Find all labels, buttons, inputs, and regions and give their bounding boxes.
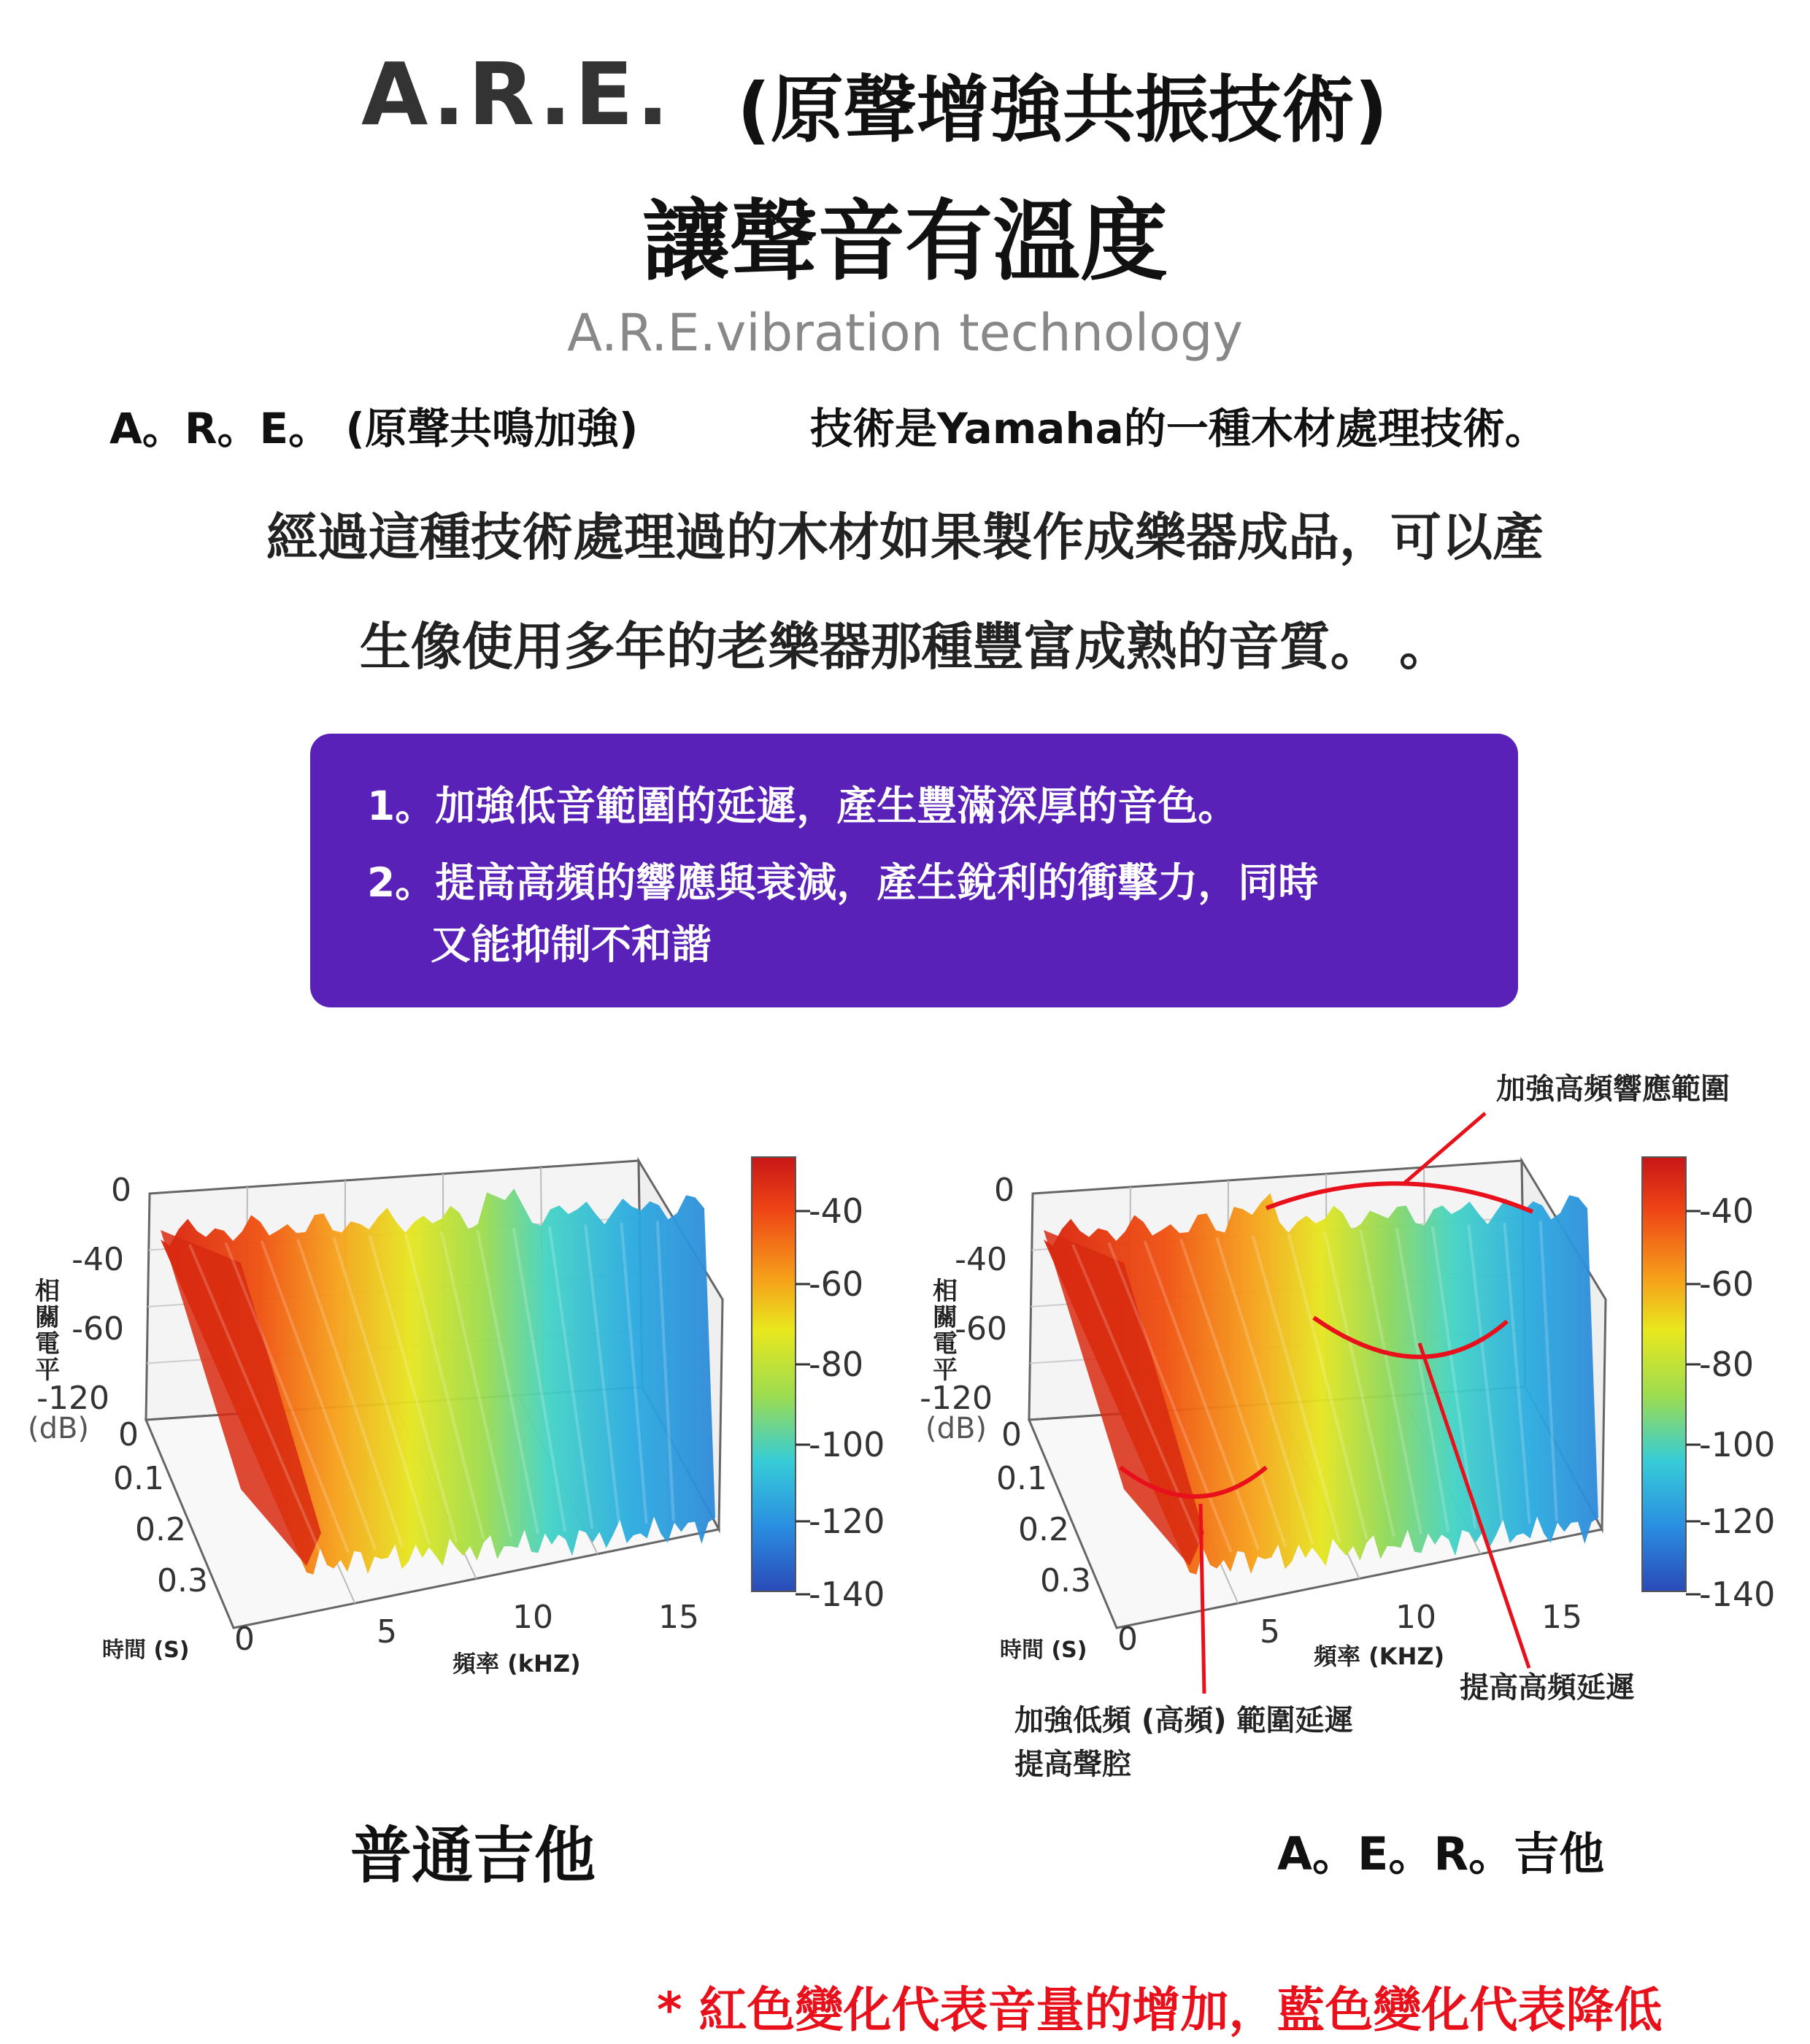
intro-line-2: 經過這種技術處理過的木材如果製作成樂器成品，可以產 [266,507,1544,567]
ylabel-char: 相 [35,1277,60,1306]
page-subtitle: 讓聲音有溫度 [642,191,1168,293]
intro-line-1a: A。R。E。 (原聲共鳴加強) [109,404,639,453]
intro-line-3: 生像使用多年的老樂器那種豐富成熟的音質。 。 [359,617,1451,677]
z-tick-label: -120 [36,1380,109,1417]
time-tick-label: 0.1 [996,1460,1047,1497]
colorbar [1642,1157,1686,1591]
colorbar-tick-label: -140 [809,1575,885,1614]
z-tick-label: -40 [72,1241,124,1278]
charts-area [0,1051,1810,1810]
time-tick-label: 0.1 [113,1460,164,1497]
colorbar-tick-label: -100 [809,1425,885,1464]
z-tick-label: 0 [994,1172,1014,1209]
chart-1 [28,1157,885,1678]
time-tick-label: 0.3 [1040,1562,1091,1599]
colorbar-tick-label: -60 [809,1264,864,1304]
ylabel-char: 電 [933,1329,958,1359]
time-axis-label: 時間 (S) [1000,1637,1087,1663]
x-tick-label: 15 [1541,1599,1582,1636]
colorbar-tick-label: -80 [1699,1345,1755,1384]
ylabel-char: 平 [35,1356,60,1385]
x-tick-label: 10 [512,1599,553,1636]
x-tick-label: 5 [1260,1613,1280,1651]
footnote-star: * [657,1982,682,2038]
time-tick-label: 0 [118,1416,139,1453]
frequency-axis-label: 頻率 (kHZ) [452,1650,581,1678]
vibration-technology-label: A.R.E.vibration technology [567,303,1243,363]
annotation-low-freq-delay: 加強低頻 (高頻) 範圍延遲 [1014,1704,1354,1737]
time-tick-label: 0.3 [157,1562,208,1599]
are-chinese-title: (原聲增強共振技術) [737,67,1388,153]
footnote-text: 紅色變化代表音量的增加，藍色變化代表降低 [698,1982,1663,2038]
feature-point-1: 1。加強低音範圍的延遲，產生豐滿深厚的音色。 [367,783,1239,829]
ylabel-unit: (dB) [27,1412,90,1445]
x-tick-label: 15 [658,1599,699,1636]
are-title: A.R.E. [361,44,672,145]
annotation-high-freq-delay: 提高高頻延遲 [1460,1671,1635,1705]
chart-2 [920,1157,1775,1670]
z-tick-label: -120 [920,1380,993,1417]
time-tick-label: 0.2 [135,1511,186,1548]
footnote [657,1971,1663,2040]
x-tick-label: 10 [1395,1599,1436,1636]
ylabel-char: 相 [933,1277,958,1306]
intro-line-1b: 技術是Yamaha的一種木材處理技術。 [810,404,1547,453]
z-tick-label: 0 [111,1172,131,1209]
z-tick-label: -60 [955,1310,1007,1348]
z-tick-label: -40 [955,1241,1007,1278]
ylabel-char: 電 [35,1329,60,1359]
colorbar [752,1157,796,1591]
caption-are-guitar: A。E。R。吉他 [1277,1827,1605,1880]
time-tick-label: 0.2 [1018,1511,1069,1548]
time-tick-label: 0 [1001,1416,1022,1453]
time-axis-label: 時間 (S) [102,1637,190,1663]
colorbar-tick-label: -100 [1699,1425,1776,1464]
ylabel-unit: (dB) [925,1412,987,1445]
annotation-body-resonance: 提高聲腔 [1014,1748,1131,1781]
caption-normal-guitar: 普通吉他 [350,1820,596,1891]
features-box [310,734,1518,1007]
ylabel-char: 關 [35,1303,60,1332]
z-tick-label: -60 [72,1310,124,1348]
colorbar-tick-label: -140 [1699,1575,1776,1614]
colorbar-tick-label: -40 [1699,1191,1755,1231]
feature-point-2-cont: 又能抑制不和諧 [431,921,712,968]
feature-point-2: 2。提高高頻的響應與衰減，產生銳利的衝擊力，同時 [367,859,1319,906]
ylabel-char: 平 [933,1356,958,1385]
ylabel-char: 關 [933,1303,958,1332]
colorbar-tick-label: -60 [1699,1264,1755,1304]
colorbar-tick-label: -40 [809,1191,864,1231]
x-tick-label: 5 [377,1613,397,1651]
annotation-high-freq-range: 加強高頻響應範圍 [1496,1072,1730,1106]
frequency-axis-label: 頻率 (KHZ) [1314,1642,1445,1670]
colorbar-tick-label: -120 [1699,1502,1776,1541]
x-tick-label: 0 [1117,1621,1138,1658]
colorbar-tick-label: -80 [809,1345,864,1384]
colorbar-tick-label: -120 [809,1502,885,1541]
x-tick-label: 0 [234,1621,255,1658]
